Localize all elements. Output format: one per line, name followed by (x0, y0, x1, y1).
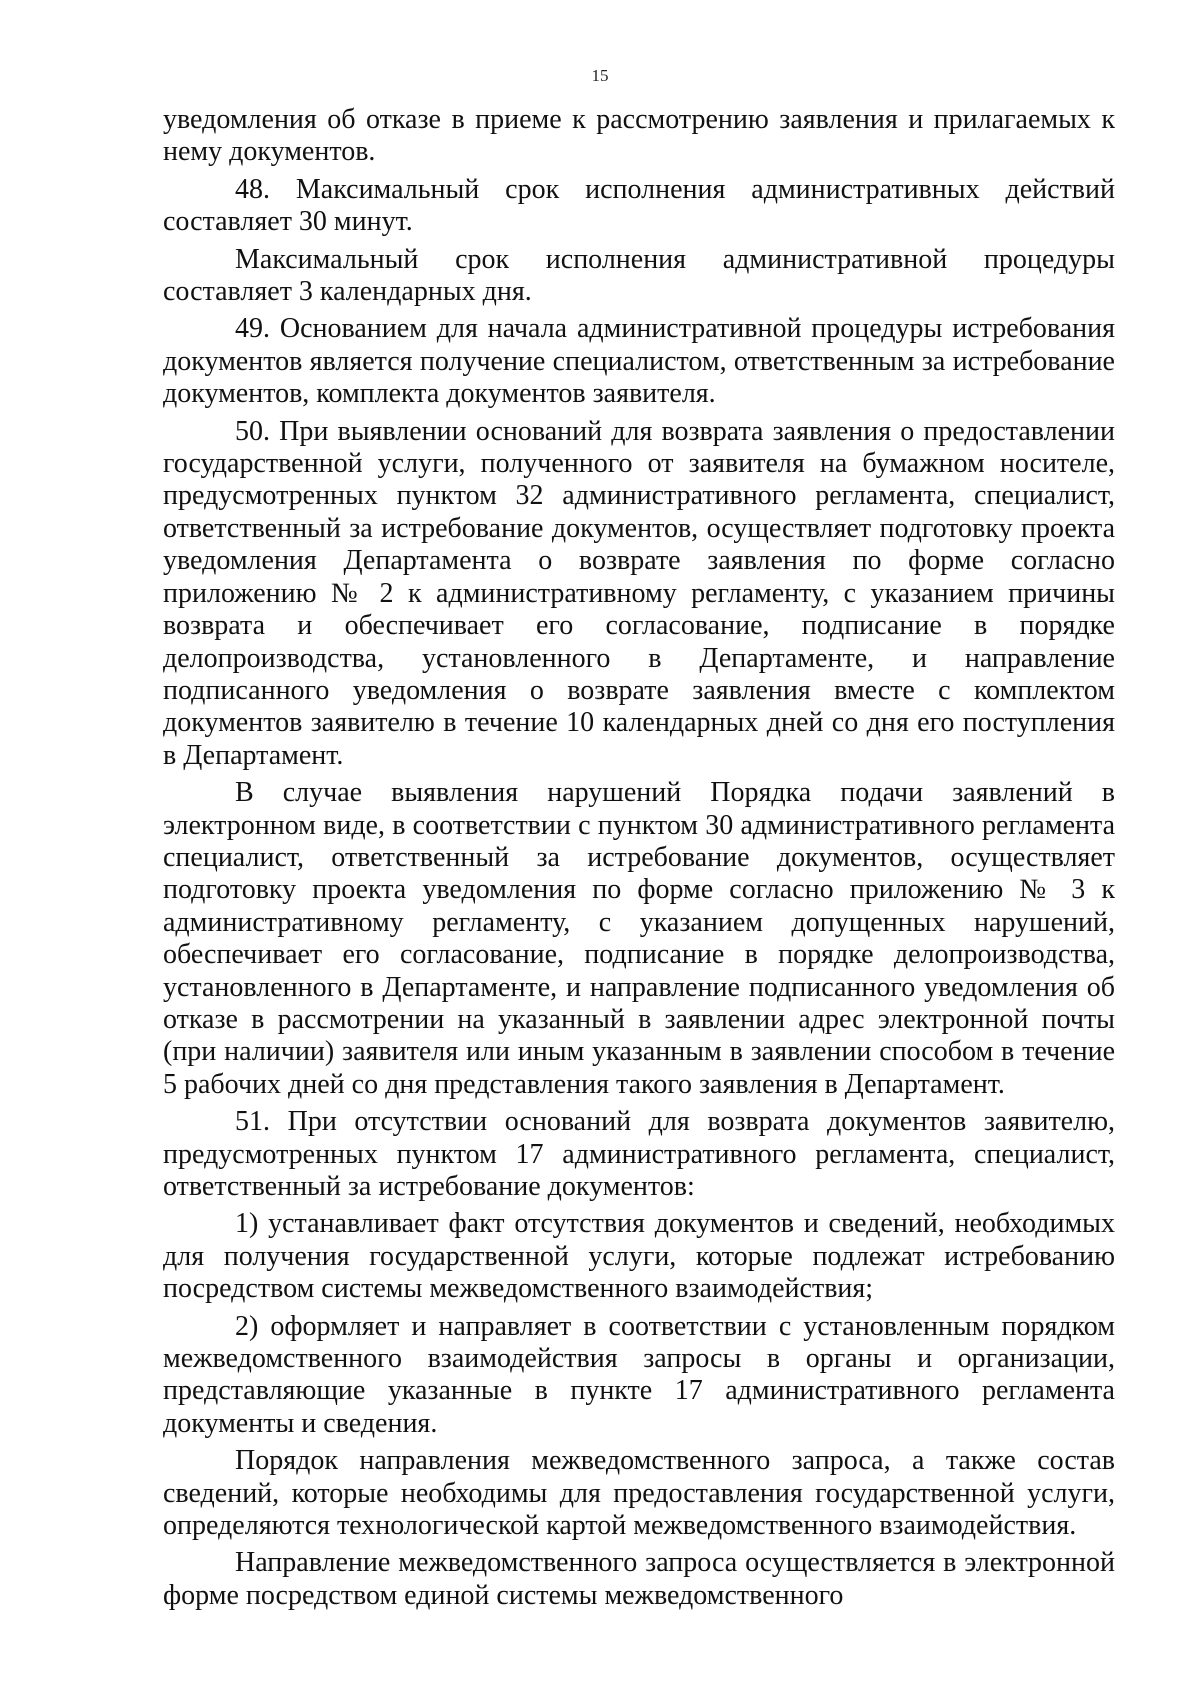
paragraph-51-item-2: 2) оформляет и направляет в соответствии с установленным порядком межведомственного взаимодействия запросы в органы и организации, представляющие указанные в пункте 17 административного регламента документы и сведения. (163, 1310, 1115, 1439)
paragraph-interagency-request-form: Направление межведомственного запроса осуществляется в электронной форме посредством единой системы межведомственного (163, 1547, 1115, 1611)
paragraph-51: 51. При отсутствии оснований для возврата документов заявителю, предусмотренных пунктом 17 административного регламента, специалист, ответственный за истребование документов: (163, 1106, 1115, 1202)
paragraph-49: 49. Основанием для начала административной процедуры истребования документов является получение специалистом, ответственным за истребование документов, комплекта документов заявителя. (163, 313, 1115, 410)
document-body (163, 104, 1115, 1617)
paragraph-48-procedure-term: Максимальный срок исполнения административной процедуры составляет 3 календарных дня. (163, 243, 1115, 308)
paragraph-51-item-1: 1) устанавливает факт отсутствия документов и сведений, необходимых для получения государственной услуги, которые подлежат истребованию посредством системы межведомственного взаимодействия; (163, 1208, 1115, 1305)
paragraph-50: 50. При выявлении оснований для возврата заявления о предоставлении государственной услуги, полученного от заявителя на бумажном носителе, предусмотренных пунктом 32 административного регламента, специалист, ответственный за истребование документов, осуществляет подготовку проекта уведомления Департамента о возврате заявления по форме согласно приложению № 2 к административному регламенту, с указанием причины возврата и обеспечивает его согласование, подписание в порядке делопроизводства, установленного в Департаменте, и направление подписанного уведомления о возврате заявления вместе с комплектом документов заявителю в течение 10 календарных дней со дня его поступления в Департамент. (163, 415, 1115, 771)
page-number: 15 (591, 66, 609, 85)
paragraph-48: 48. Максимальный срок исполнения административных действий составляет 30 минут. (163, 173, 1115, 238)
paragraph-continuation: уведомления об отказе в приеме к рассмотрению заявления и прилагаемых к нему документов. (163, 104, 1115, 168)
paragraph-50-electronic-violations: В случае выявления нарушений Порядка подачи заявлений в электронном виде, в соответствии с пунктом 30 административного регламента специалист, ответственный за истребование документов, осуществляет подготовку проекта уведомления по форме согласно приложению № 3 к административному регламенту, с указанием допущенных нарушений, обеспечивает его согласование, подписание в порядке делопроизводства, установленного в Департаменте, и направление подписанного уведомления об отказе в рассмотрении на указанный в заявлении адрес электронной почты (при наличии) заявителя или иным указанным в заявлении способом в течение 5 рабочих дней со дня представления такого заявления в Департамент. (163, 777, 1115, 1100)
paragraph-interagency-request-order: Порядок направления межведомственного запроса, а также состав сведений, которые необходимы для предоставления государственной услуги, определяются технологической картой межведомственного взаимодействия. (163, 1445, 1115, 1542)
